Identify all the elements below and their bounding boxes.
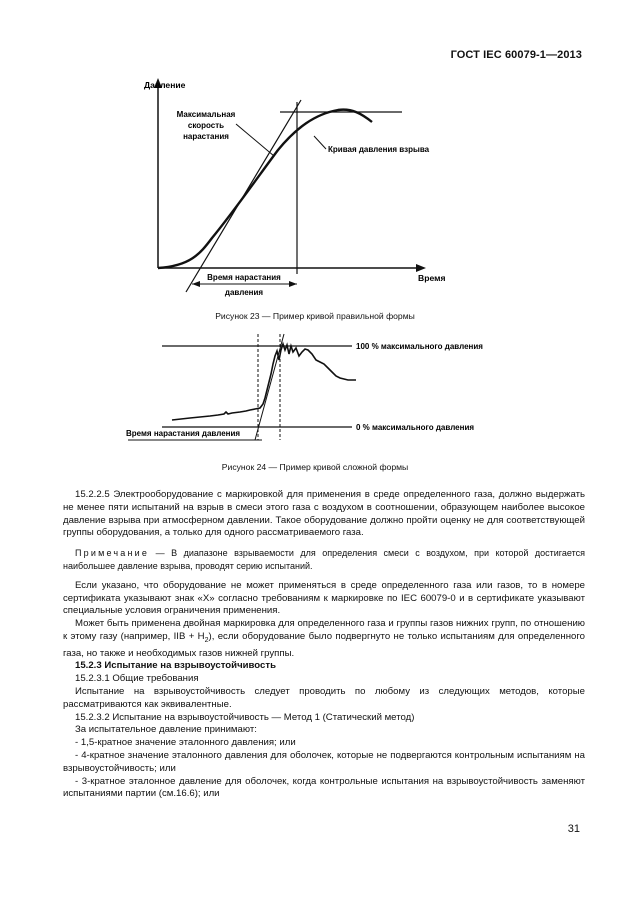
list-item-2: - 4-кратное значение эталонного давления для оболочек, которые не подвергаются контрольным испытаниям на взрывоустойчивость; или — [63, 750, 585, 774]
body-text — [63, 489, 585, 801]
max-level-label: 100 % максимального давления — [356, 342, 483, 351]
note-label: Примечание — [75, 548, 150, 559]
curve-label: Кривая давления взрыва — [328, 145, 430, 154]
max-rate-label-2: скорость — [187, 121, 225, 130]
note-body: — В диапазоне взрываемости для определения смеси с воздухом, при которой достигается наибольшее давление взрыва, проводят серию испытаний. — [63, 548, 585, 571]
subheading-15-2-3-1: 15.2.3.1 Общие требования — [75, 673, 199, 685]
document-header: ГОСТ IEC 60079-1—2013 — [450, 49, 582, 61]
max-rate-leader — [236, 124, 274, 156]
max-rate-label-1: Максимальная — [176, 110, 236, 119]
rise-time-label-1: Время нарастания — [207, 273, 281, 282]
figure-23-pressure-curve — [100, 70, 480, 310]
max-rate-label-3: нарастания — [183, 132, 229, 141]
paragraph-double-marking: Может быть применена двойная маркировка для определенного газа и группы газов нижних групп, по отношению к этому газу (например, IIB + $H_2$), если оборудование было подвергнуто не только испытаниям для определенного газа, но также и необходимых газов нижней группы. — [63, 618, 585, 659]
list-item-1: - 1,5-кратное значение эталонного давления; или — [75, 737, 296, 749]
page-number: 31 — [567, 823, 580, 835]
rise-time-label-24: Время нарастания давления — [126, 429, 241, 438]
y-axis-label: Давление — [144, 80, 186, 90]
x-axis-arrow — [416, 264, 426, 272]
paragraph-methods: Испытание на взрывоустойчивость следует проводить по любому из следующих методов, которые рассматриваются как эквивалентные. — [63, 686, 585, 710]
figure-23-caption: Рисунок 23 — Пример кривой правильной формы — [215, 311, 415, 321]
note — [63, 547, 585, 573]
subheading-15-2-3-2: 15.2.3.2 Испытание на взрывоустойчивость — Метод 1 (Статический метод) — [75, 711, 415, 723]
heading-15-2-3: 15.2.3 Испытание на взрывоустойчивость — [75, 660, 276, 672]
paragraph-marking-x: Если указано, что оборудование не может применяться в среде определенного газа или газов, то в номере сертификата указывают знак «X» согласно требованиям к маркировке по IEC 60079-0 и в сертификате указывают специальные условия ограничения применения. — [63, 579, 585, 617]
curve-leader — [314, 136, 326, 149]
zero-level-label: 0 % максимального давления — [356, 423, 475, 432]
rise-time-label-2: давления — [224, 288, 264, 297]
list-item-3: - 3-кратное эталонное давление для оболочек, когда контрольные испытания на взрывоустойчивость заменяют испытаниями партии (см.16.6); или — [63, 775, 585, 800]
paragraph-15-2-2-5: 15.2.2.5 Электрооборудование с маркировкой для применения в среде определенного газа, должно выдержать не менее пяти испытаний на взрыв в смеси этого газа с воздухом в соотношении, образующем наиболее высокое давление взрыва при атмосферном давлении. Такое оборудование должно пройти оценку не для соответствующей группы оборудования, а только для одного рассматриваемого газа. — [63, 489, 585, 539]
figure-24-pressure-curve — [100, 330, 520, 455]
x-axis-label: Время — [418, 273, 446, 283]
paragraph-test-pressure: За испытательное давление принимают: — [75, 724, 257, 736]
figure-24-caption: Рисунок 24 — Пример кривой сложной формы — [221, 462, 409, 472]
